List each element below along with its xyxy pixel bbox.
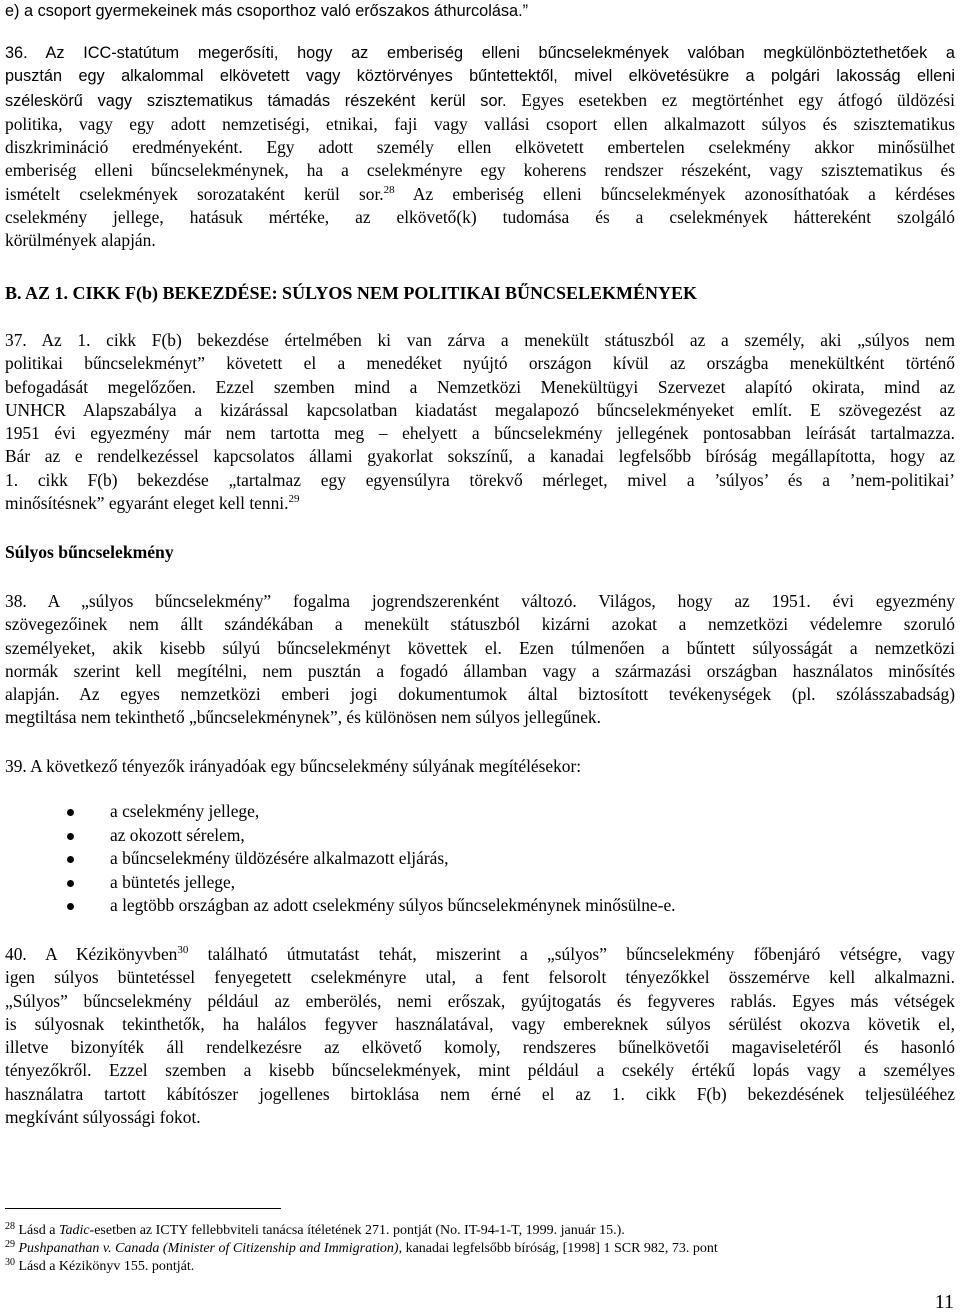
paragraph-39-intro: 39. A következő tényezők irányadóak egy bűncselekmény súlyának megítélésekor:	[5, 756, 582, 776]
list-item: a legtöbb országban az adott cselekmény súlyos bűncselekménynek minősülne-e.	[0, 894, 960, 918]
footnote-30: $^{30}$ Lásd a Kézikönyv 155. pontját.	[5, 1257, 195, 1274]
bullet-icon	[67, 903, 74, 910]
paragraph-38: 38. A „súlyos bűncselekmény” fogalma jogrendszerenként változó. Világos, hogy az 1951. évi egyezmény szövegezőinek nem állt szándékában a menekült státuszból kizárni azokat a nemzetközi védelemre szoruló személyeket, akik kisebb súlyú bűncselekményt követtek el. Ezen túlmenően a bűntett súlyosságát a nemzetközi normák szerint kell megítélni, nem pusztán a fogadó államban vagy a származási országban használatos minősítés alapján. Az egyes nemzetközi emberi jogi dokumentumok által biztosított tevékenységek (pl. szólásszabadság) megtiltása nem tekinthető „bűncselekménynek”, és különösen nem súlyos jellegűnek.	[5, 591, 955, 728]
footnote-28: $^{28}$ Lásd a Tadic-esetben az ICTY fellebbviteli tanácsa ítéletének 271. pontját (No. IT-94-1-T, 1999. január 15.).	[5, 1221, 625, 1238]
paragraph-37: 37. Az 1. cikk F(b) bekezdése értelmében ki van zárva a menekült státuszból az a személy, aki „súlyos nem politikai bűncselekményt” követett el a menedéket nyújtó országon kívül az országba menekültként történő befogadását megelőzően. Ezzel szemben mind a Nemzetközi Menekültügyi Szervezet alapító okirata, mind az UNHCR Alapszabálya a kizárással kapcsolatban kiadatást megalapozó bűncselekményeket említ. E szövegezést az 1951 évi egyezmény már nem tartotta meg – ehelyett a bűncselekmény jellegének pontosabban leírását tartalmazza. Bár az e rendelkezéssel kapcsolatos állami gyakorlat sokszínű, a kanadai legfelsőbb bíróság megállapította, hogy az 1. cikk F(b) bekezdése „tartalmaz egy egyensúlyra törekvő mérleget, mivel a ’súlyos’ és a ’nem-politikai’ minősítésnek” egyaránt eleget kell tenni.$^{29}$	[5, 330, 955, 514]
factor-list	[0, 800, 960, 918]
list-item: a bűncselekmény üldözésére alkalmazott eljárás,	[0, 847, 960, 871]
page-number: 11	[934, 1291, 954, 1313]
list-item: az okozott sérelem,	[0, 824, 960, 848]
p36-line-6: emberiség elleni bűncselekménynek, ha a cselekményre egy koherens rendszer részeként, vagy szisztematikus és	[5, 160, 955, 181]
bullet-icon	[67, 880, 74, 887]
quote-closing-line: e) a csoport gyermekeinek más csoporthoz való erőszakos áthurcolása.”	[5, 2, 529, 20]
bullet-icon	[67, 833, 74, 840]
p36-line-3: széleskörű vagy szisztematikus támadás részeként kerül sor. Egyes esetekben ez megtörténhet egy átfogó üldözési	[5, 89, 955, 110]
footnote-ref-30[interactable]: 30	[177, 944, 189, 956]
p36-line-5: diszkrimináció eredményeként. Egy adott személy ellen elkövetett embertelen cselekmény akkor minősülhet	[5, 137, 955, 158]
footnote-ref-28[interactable]: 28	[383, 183, 395, 196]
paragraph-40: 40. A Kézikönyvben$^{30}$ található útmutatást tehát, miszerint a „súlyos” bűncselekmény főbenjáró vétségre, vagy igen súlyos büntetéssel fenyegetett cselekményre utal, a fent felsorolt tényezőkkel összemérve kell alkalmazni. „Súlyos” bűncselekmény például az emberölés, nemi erőszak, gyújtogatás és fegyveres rablás. Egyes más vétségek is súlyosnak tekinthetők, ha halálos fegyver használatával, vagy embereknek súlyos sérülést okozva követik el, illetve bizonyíték áll rendelkezésre az elkövető komoly, rendszeres bűnelkövetői magaviseletéről és hasonló tényezőkről. Ezzel szemben a kisebb bűncselekmények, mint például a csekély értékű lopás vagy a személyes használatra tartott kábítószer jogellenes birtoklása nem érné el az 1. cikk F(b) bekezdésének teljesülééhez megkívánt súlyossági fokot.	[5, 944, 955, 1128]
bullet-icon	[67, 809, 74, 816]
p36-line-8: cselekmény jellege, hatásuk mértéke, az elkövető(k) tudomása és a cselekmények háttereként szolgáló	[5, 207, 955, 228]
paragraph-36	[5, 42, 955, 253]
footnote-ref-29[interactable]: 29	[288, 493, 300, 506]
p36-line-7: ismételt cselekmények sorozataként kerül sor.$^{28}$ Az emberiség elleni bűncselekmények azonosíthatóak a kérdéses	[5, 183, 955, 204]
subheading: Súlyos bűncselekmény	[5, 542, 174, 562]
p36-line-2: pusztán egy alkalommal elkövetett vagy köztörvényes bűntettektől, mivel elkövetésükre a polgári lakosság elleni	[5, 67, 955, 86]
p36-line-1: 36. Az ICC-statútum megerősíti, hogy az emberiség elleni bűncselekmények valóban megkülönböztethetőek a	[5, 44, 955, 62]
footnote-29: $^{29}$ Pushpanathan v. Canada (Minister of Citizenship and Immigration), kanadai legfelsőbb bíróság, [1998] 1 SCR 982, 73. pont	[5, 1239, 718, 1256]
list-item: a büntetés jellege,	[0, 871, 960, 895]
p36-line-4: politika, vagy egy adott nemzetiségi, etnikai, faji vagy vallási csoport ellen alkalmazott súlyos és szisztematikus	[5, 113, 955, 134]
list-item: a cselekmény jellege,	[0, 800, 960, 824]
footnote-divider	[5, 1208, 281, 1209]
bullet-icon	[67, 856, 74, 863]
section-heading: B. AZ 1. CIKK F(b) BEKEZDÉSE: SÚLYOS NEM POLITIKAI BŰNCSELEKMÉNYEK	[5, 283, 697, 303]
p36-line-9: körülmények alapján.	[5, 230, 156, 251]
